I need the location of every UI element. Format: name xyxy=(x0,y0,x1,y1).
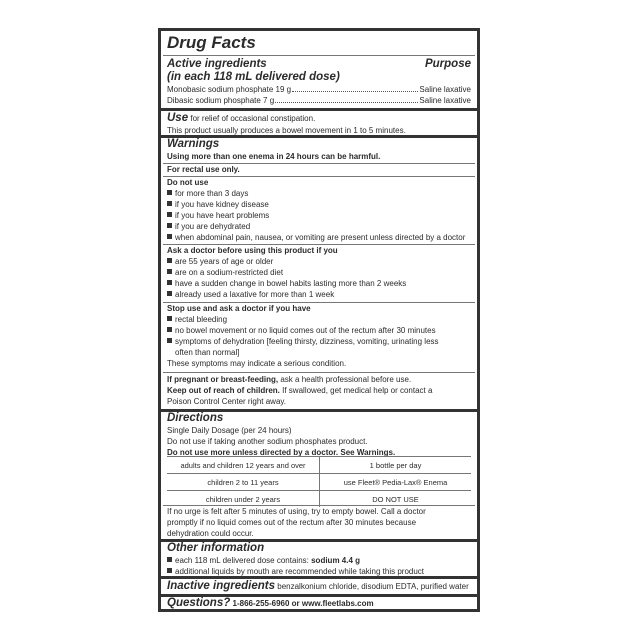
list-item xyxy=(167,199,471,210)
warnings-section xyxy=(163,138,475,162)
directions-line: Single Daily Dosage (per 24 hours) xyxy=(167,426,292,435)
list-item xyxy=(167,221,471,232)
questions-contact: 1-866-255-6960 or www.fleetlabs.com xyxy=(232,599,374,608)
other-info-section xyxy=(163,542,475,577)
list-item-text: are on a sodium-restricted diet xyxy=(175,268,284,277)
directions-line: Do not use if taking another sodium phosphates product. xyxy=(167,437,368,446)
use-heading: Use xyxy=(167,112,189,124)
active-subheading: (in each 118 mL delivered dose) xyxy=(167,71,340,83)
directions-heading: Directions xyxy=(167,412,224,424)
pregnancy-section xyxy=(163,374,475,407)
enema-warning: Using more than one enema in 24 hours can be harmful. xyxy=(167,152,381,161)
keep-out-text-2: Poison Control Center right away. xyxy=(167,397,287,406)
do-not-use-section xyxy=(163,177,475,243)
ingredient-row xyxy=(167,95,471,106)
list-item xyxy=(167,336,471,347)
purpose-heading: Purpose xyxy=(424,58,471,70)
questions-heading: Questions? xyxy=(167,597,231,609)
list-item-text: rectal bleeding xyxy=(175,315,228,324)
title-section xyxy=(163,33,475,53)
table-cell-age: children under 2 years xyxy=(167,491,320,508)
ask-doctor-section xyxy=(163,245,475,300)
list-item-text: are 55 years of age or older xyxy=(175,257,274,266)
keep-out-text: If swallowed, get medical help or contact a xyxy=(282,386,433,395)
list-item xyxy=(167,256,471,267)
warnings-heading: Warnings xyxy=(167,138,220,150)
list-item xyxy=(167,232,471,243)
list-item-continuation: often than normal] xyxy=(175,348,240,357)
list-item xyxy=(167,188,471,199)
ingredient-row xyxy=(167,84,471,95)
ingredient-name: Monobasic sodium phosphate 19 g xyxy=(167,85,292,94)
stop-use-section xyxy=(163,303,475,369)
list-item-text: additional liquids by mouth are recommended while taking this product xyxy=(175,567,425,576)
list-item-text: have a sudden change in bowel habits lasting more than 2 weeks xyxy=(175,279,407,288)
list-item xyxy=(167,267,471,278)
inactive-text: benzalkonium chloride, disodium EDTA, purified water xyxy=(277,582,469,591)
ask-doctor-heading: Ask a doctor before using this product if you xyxy=(167,246,338,255)
ingredient-name: Dibasic sodium phosphate 7 g xyxy=(167,96,275,105)
active-ingredients-heading: Active ingredients xyxy=(167,58,267,70)
ingredient-purpose: Saline laxative xyxy=(419,96,471,105)
list-item-text: symptoms of dehydration [feeling thirsty, dizziness, vomiting, urinating less xyxy=(175,337,439,346)
directions-after-line: If no urge is felt after 5 minutes of using, try to empty bowel. Call a doctor xyxy=(167,507,426,516)
list-item-text: each 118 mL delivered dose contains: xyxy=(175,556,309,565)
table-cell-dose: use Fleet® Pedia-Lax® Enema xyxy=(320,474,472,491)
other-info-heading: Other information xyxy=(167,542,265,554)
active-ingredients-section xyxy=(163,58,475,106)
sodium-amount: sodium 4.4 g xyxy=(311,556,361,565)
do-not-use-heading: Do not use xyxy=(167,178,209,187)
list-item xyxy=(167,555,471,566)
table-cell-dose: DO NOT USE xyxy=(320,491,472,508)
list-item-text: already used a laxative for more than 1 week xyxy=(175,290,335,299)
directions-warning: Do not use more unless directed by a doctor. See Warnings. xyxy=(167,448,396,457)
rectal-use-only: For rectal use only. xyxy=(167,165,240,174)
table-cell-age: children 2 to 11 years xyxy=(167,474,320,491)
list-item xyxy=(167,278,471,289)
list-item xyxy=(167,314,471,325)
keep-out-bold: Keep out of reach of children. xyxy=(167,386,280,395)
table-cell-age: adults and children 12 years and over xyxy=(167,457,320,474)
ingredient-purpose: Saline laxative xyxy=(419,85,471,94)
use-text: for relief of occasional constipation. xyxy=(190,114,316,123)
directions-section xyxy=(163,412,475,458)
inactive-section xyxy=(163,580,475,593)
questions-section xyxy=(163,597,475,610)
table-cell-dose: 1 bottle per day xyxy=(320,457,472,474)
section-divider xyxy=(161,108,477,111)
directions-after-section xyxy=(163,506,475,539)
divider xyxy=(163,55,475,56)
section-divider xyxy=(161,576,477,579)
list-item xyxy=(167,210,471,221)
divider xyxy=(163,372,475,373)
list-item-text: if you are dehydrated xyxy=(175,222,251,231)
pregnant-warning-text: ask a health professional before use. xyxy=(280,375,412,384)
dosage-table xyxy=(167,456,471,507)
inactive-heading: Inactive ingredients xyxy=(167,580,276,592)
list-item xyxy=(167,289,471,300)
list-item xyxy=(167,325,471,336)
rectal-section xyxy=(163,164,475,175)
directions-after-line: promptly if no liquid comes out of the rectum after 30 minutes because xyxy=(167,518,417,527)
stop-use-heading: Stop use and ask a doctor if you have xyxy=(167,304,311,313)
list-item-text: if you have heart problems xyxy=(175,211,270,220)
table-row xyxy=(167,474,471,491)
table-row xyxy=(167,457,471,474)
stop-use-note: These symptoms may indicate a serious condition. xyxy=(167,359,347,368)
page-title: Drug Facts xyxy=(167,33,256,52)
drug-facts-panel xyxy=(158,28,480,612)
list-item-text: if you have kidney disease xyxy=(175,200,269,209)
list-item-text: no bowel movement or no liquid comes out of the rectum after 30 minutes xyxy=(175,326,436,335)
list-item-text: for more than 3 days xyxy=(175,189,249,198)
directions-after-line: dehydration could occur. xyxy=(167,529,254,538)
list-item-text: when abdominal pain, nausea, or vomiting are present unless directed by a doctor xyxy=(175,233,466,242)
use-text-2: This product usually produces a bowel movement in 1 to 5 minutes. xyxy=(167,126,406,135)
pregnant-warning-bold: If pregnant or breast-feeding, xyxy=(167,375,279,384)
use-section xyxy=(163,112,475,136)
